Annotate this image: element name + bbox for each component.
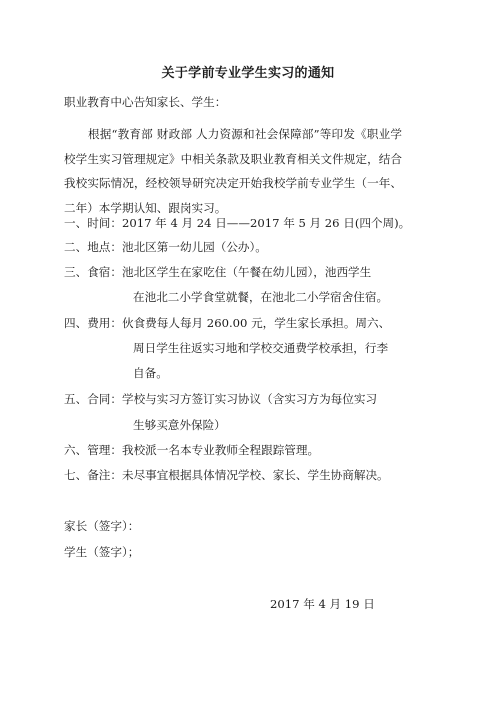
item-board: 三、食宿：池北区学生在家吃住（午餐在幼儿园），池西学生 — [64, 265, 372, 279]
document-title: 关于学前专业学生实习的通知 — [161, 66, 335, 81]
item-cost: 四、费用：伙食费每人每月 260.00 元，学生家长承担。周六、 — [64, 316, 391, 330]
item-contract: 五、合同：学校与实习方签订实习协议（含实习方为每位实习 — [64, 392, 378, 406]
intro-paragraph: 根据“教育部 财政部 人力资源和社会保障部”等印发《职业学校学生实习管理规定》中相关条款及职业教育相关文件规定，结合我校实际情况，经校领导研究决定开始我校学前专业学生（一年、二年）本学期认知、跟岗实习。 — [64, 127, 402, 215]
item-contract-continued: 生够买意外保险） — [133, 418, 226, 432]
issue-date: 2017 年 4 月 19 日 — [270, 597, 375, 611]
item-cost-continued-2: 自备。 — [133, 366, 168, 380]
item-management: 六、管理：我校派一名本专业教师全程跟踪管理。 — [64, 443, 320, 457]
item-place: 二、地点：池北区第一幼儿园（公办）。 — [64, 240, 267, 254]
item-time: 一、时间：2017 年 4 月 24 日——2017 年 5 月 26 日(四个周)。 — [64, 216, 411, 230]
item-cost-continued-1: 周日学生往返实习地和学校交通费学校承担，行李 — [133, 341, 389, 355]
item-remarks: 七、备注：未尽事宜根据具体情况学校、家长、学生协商解决。 — [64, 468, 389, 482]
parent-signature-label: 家长（签字）： — [64, 519, 140, 533]
student-signature-label: 学生（签字）； — [64, 545, 140, 559]
greeting: 职业教育中心告知家长、学生： — [64, 95, 227, 109]
item-board-continued: 在池北二小学食堂就餐，在池北二小学宿舍住宿。 — [133, 290, 389, 304]
